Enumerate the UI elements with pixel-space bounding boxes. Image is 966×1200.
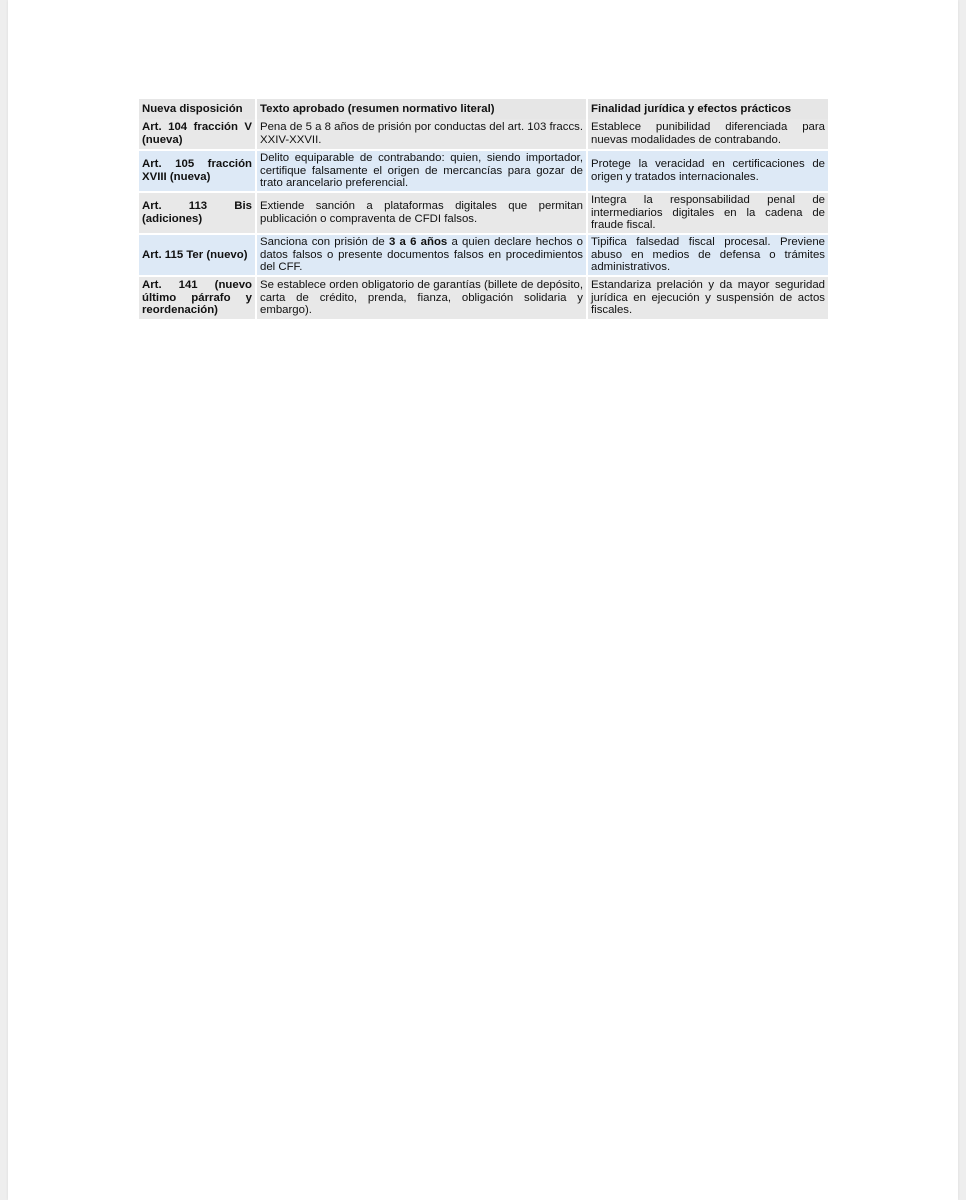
cell-finalidad: Establece punibilidad diferenciada para nuevas modalidades de contrabando.	[587, 119, 828, 150]
texto-bold-term: 3 a 6 años	[388, 236, 448, 249]
table-row	[139, 119, 828, 150]
cell-texto: Se establece orden obligatorio de garantías (billete de depósito, carta de crédito, prenda, fianza, obligación solidaria y embargo).	[256, 276, 587, 320]
cell-disposicion: Art. 113 Bis (adiciones)	[139, 192, 256, 234]
cell-finalidad: Integra la responsabilidad penal de intermediarios digitales en la cadena de fraude fiscal.	[587, 192, 828, 234]
cell-disposicion: Art. 104 fracción V (nueva)	[139, 119, 256, 150]
table-row	[139, 276, 828, 320]
table-row	[139, 150, 828, 192]
cell-finalidad: Protege la veracidad en certificaciones de origen y tratados internacionales.	[587, 150, 828, 192]
cell-texto	[256, 234, 587, 276]
cell-disposicion: Art. 105 fracción XVIII (nueva)	[139, 150, 256, 192]
table-header-row	[139, 99, 828, 119]
cell-disposicion: Art. 115 Ter (nuevo)	[139, 234, 256, 276]
reform-table-container	[139, 99, 828, 321]
header-texto-aprobado: Texto aprobado (resumen normativo literal)	[256, 99, 587, 119]
reform-table	[139, 99, 828, 321]
cell-finalidad: Estandariza prelación y da mayor seguridad jurídica en ejecución y suspensión de actos fiscales.	[587, 276, 828, 320]
cell-disposicion: Art. 141 (nuevo último párrafo y reordenación)	[139, 276, 256, 320]
cell-texto: Delito equiparable de contrabando: quien, siendo importador, certifique falsamente el origen de mercancías para gozar de trato arancelario preferencial.	[256, 150, 587, 192]
cell-texto: Pena de 5 a 8 años de prisión por conductas del art. 103 fraccs. XXIV-XXVII.	[256, 119, 587, 150]
document-page	[8, 0, 958, 1200]
cell-texto: Extiende sanción a plataformas digitales que permitan publicación o compraventa de CFDI falsos.	[256, 192, 587, 234]
table-row	[139, 192, 828, 234]
header-nueva-disposicion: Nueva disposición	[139, 99, 256, 119]
header-finalidad: Finalidad jurídica y efectos prácticos	[587, 99, 828, 119]
texto-part: a quien declare hechos o datos falsos o presente documentos falsos en procedimientos del CFF.	[260, 236, 583, 274]
table-row	[139, 234, 828, 276]
texto-part: Sanciona con prisión de	[260, 236, 389, 249]
cell-finalidad: Tipifica falsedad fiscal procesal. Previene abuso en medios de defensa o trámites administrativos.	[587, 234, 828, 276]
